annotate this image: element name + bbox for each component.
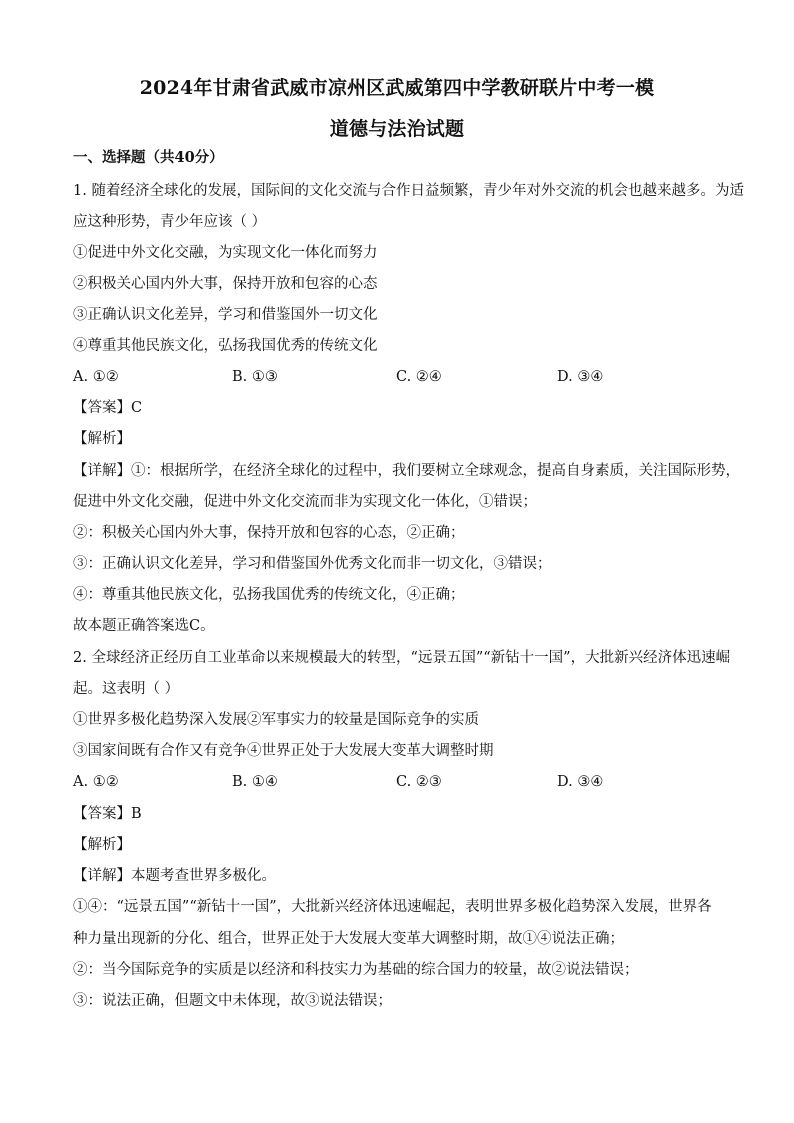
q1-detail-line1: 【详解】①：根据所学，在经济全球化的过程中，我们要树立全球观念，提高自身素质，关注国际形势，: [73, 463, 740, 479]
q1-answer: 【答案】C: [73, 400, 143, 416]
q1-conclusion: 故本题正确答案选C。: [73, 618, 215, 634]
q1-detail-line3: ②：积极关心国内外大事，保持开放和包容的心态，②正确；: [73, 525, 465, 541]
q1-detail-line2: 促进中外文化交融，促进中外文化交流而非为实现文化一体化，①错误；: [73, 494, 537, 510]
q1-option-c: C. ②④: [396, 369, 442, 385]
q1-detail-line5: ④：尊重其他民族文化，弘扬我国优秀的传统文化，④正确；: [73, 587, 465, 603]
q2-statement-2: ③国家间既有合作又有竞争④世界正处于大发展大变革大调整时期: [73, 743, 494, 759]
q1-analysis-label: 【解析】: [73, 431, 131, 447]
q1-statement-3: ③正确认识文化差异，学习和借鉴国外一切文化: [73, 307, 378, 323]
q2-detail-line1: 【详解】本题考查世界多极化。: [73, 868, 276, 884]
exam-title: 2024年甘肃省武威市凉州区武威第四中学教研联片中考一模: [139, 77, 655, 99]
q2-analysis-label: 【解析】: [73, 837, 131, 853]
q2-statement-1: ①世界多极化趋势深入发展②军事实力的较量是国际竞争的实质: [73, 712, 479, 728]
q2-detail-line5: ③：说法正确，但题文中未体现，故③说法错误；: [73, 993, 392, 1009]
q1-statement-1: ①促进中外文化交融，为实现文化一体化而努力: [73, 245, 378, 261]
section-heading: 一、选择题（共40分）: [73, 149, 224, 166]
q1-option-a: A. ①②: [73, 369, 119, 385]
q2-stem-line2: 起。这表明（ ）: [73, 681, 180, 697]
q1-statement-2: ②积极关心国内外大事，保持开放和包容的心态: [73, 276, 378, 292]
q2-detail-line3: 种力量出现新的分化、组合，世界正处于大发展大变革大调整时期，故①④说法正确；: [73, 931, 624, 947]
q2-option-c: C. ②③: [396, 774, 442, 790]
q1-stem-line1: 1. 随着经济全球化的发展，国际间的文化交流与合作日益频繁，青少年对外交流的机会也越来越多。为适: [73, 183, 744, 199]
q1-statement-4: ④尊重其他民族文化，弘扬我国优秀的传统文化: [73, 338, 378, 354]
q2-option-a: A. ①②: [73, 774, 119, 790]
q2-option-d: D. ③④: [557, 774, 604, 790]
exam-subtitle: 道德与法治试题: [329, 118, 465, 140]
q1-stem-line2: 应这种形势，青少年应该（ ）: [73, 214, 267, 230]
q2-detail-line4: ②：当今国际竞争的实质是以经济和科技实力为基础的综合国力的较量，故②说法错误；: [73, 962, 639, 978]
q2-answer: 【答案】B: [73, 806, 142, 822]
q2-stem-line1: 2. 全球经济正经历自工业革命以来规模最大的转型，“远景五国”“新钻十一国”，大批新兴经济体迅速崛: [73, 650, 731, 666]
q1-option-b: B. ①③: [232, 369, 278, 385]
q1-detail-line4: ③：正确认识文化差异，学习和借鉴国外优秀文化而非一切文化，③错误；: [73, 556, 552, 572]
q1-option-d: D. ③④: [557, 369, 604, 385]
q2-option-b: B. ①④: [232, 774, 278, 790]
q2-detail-line2: ①④：“远景五国”“新钻十一国”，大批新兴经济体迅速崛起，表明世界多极化趋势深入发展，世界各: [73, 899, 712, 915]
